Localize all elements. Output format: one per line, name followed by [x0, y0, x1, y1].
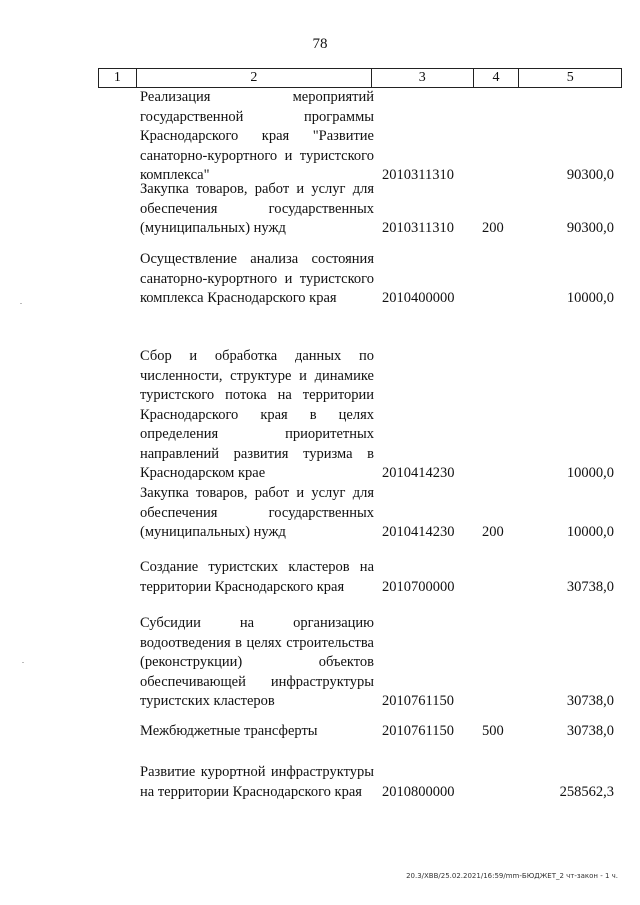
- document-footer: 20.3/ХВВ/25.02.2021/16:59/mm-БЮДЖЕТ_2 чт-закон - 1 ч.: [406, 872, 618, 880]
- row-name: Осуществление анализа состояния санаторно-курортного и туристского комплекса Краснодарского края: [140, 251, 374, 306]
- row-amount: 258562,3: [559, 783, 614, 800]
- table-row: [140, 347, 622, 484]
- table-row: [140, 558, 622, 597]
- row-name: Субсидии на организацию водоотведения в целях строительства (реконструкции) объектов обеспечивающей инфраструктуры туристских кластеров: [140, 615, 374, 709]
- header-col-3: 3: [372, 69, 474, 87]
- row-expense-type: 200: [482, 524, 504, 540]
- page-number: 78: [312, 36, 328, 52]
- table-row: [140, 614, 622, 712]
- row-name: Закупка товаров, работ и услуг для обеспечения государственных (муниципальных) нужд: [140, 485, 374, 540]
- row-code: 2010400000: [382, 290, 455, 306]
- table-row: [140, 88, 622, 186]
- row-name: Сбор и обработка данных по численности, структуре и динамике туристского потока на территории Краснодарского края в целях определения приоритетных направлений развития туризма в Краснодарском крае: [140, 348, 374, 481]
- row-amount: 30738,0: [566, 578, 614, 595]
- table-row: [140, 763, 622, 802]
- row-expense-type: 500: [482, 723, 504, 739]
- row-code: 2010800000: [382, 783, 455, 800]
- header-col-5: 5: [566, 70, 574, 85]
- scan-speck: [20, 303, 22, 304]
- row-name: Межбюджетные трансферты: [140, 723, 318, 739]
- row-code: 2010700000: [382, 578, 455, 595]
- row-expense-type: 200: [482, 220, 504, 236]
- row-amount: 10000,0: [566, 524, 614, 540]
- table-row: [140, 180, 622, 239]
- row-name: Развитие курортной инфраструктуры на территории Краснодарского края: [140, 764, 374, 800]
- row-amount: 30738,0: [566, 693, 614, 709]
- table-row: [140, 250, 622, 309]
- row-code: 2010414230: [382, 465, 455, 481]
- row-code: 2010414230: [382, 524, 455, 540]
- row-name: Создание туристских кластеров на территории Краснодарского края: [140, 559, 374, 595]
- row-code: 2010761150: [382, 693, 454, 709]
- row-code: 2010761150: [382, 723, 454, 739]
- row-amount: 90300,0: [566, 220, 614, 236]
- header-col-2: 2: [137, 69, 372, 87]
- row-name: Реализация мероприятий государственной программы Краснодарского края "Развитие санаторно-курортного и туристского комплекса": [140, 89, 374, 183]
- row-code: 2010311310: [382, 167, 454, 183]
- row-amount: 10000,0: [566, 465, 614, 481]
- header-col-1: 1: [99, 69, 137, 87]
- row-amount: 10000,0: [566, 290, 614, 306]
- row-name: Закупка товаров, работ и услуг для обеспечения государственных (муниципальных) нужд: [140, 181, 374, 236]
- row-code: 2010311310: [382, 220, 454, 236]
- table-row: [140, 484, 622, 543]
- scan-speck: [22, 662, 24, 663]
- row-amount: 90300,0: [566, 167, 614, 183]
- row-amount: 30738,0: [566, 723, 614, 739]
- table-header: [98, 68, 622, 88]
- header-col-4: 4: [474, 69, 520, 87]
- table-row: [140, 722, 622, 742]
